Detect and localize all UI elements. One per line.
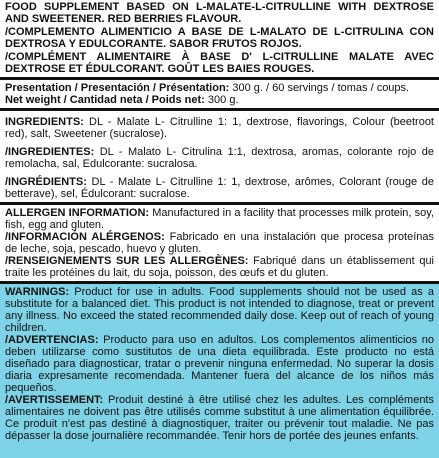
ingredients-spanish [5,146,434,170]
allergen-english-text: Manufactured in a facility that processes milk protein, soy, fish, egg and gluten. [5,207,434,232]
allergen-english [5,207,434,231]
ingredients-french-text: DL - Malate L- Citrulline 1: 1, dextrose, arômes, Colorant (rouge de betterave), sel, Édulcorant: sucralose. [5,176,434,201]
ingredients-spanish-label: /INGREDIENTES: [5,146,95,159]
warnings-spanish-label: /ADVERTENCIAS: [5,334,99,347]
warnings-english-text: Product for use in adults. Food supplements should not be used as a substitute for a balanced diet. This product is not intended to diagnose, treat or prevent any illness. No exceed the stated recommended daily dose. Keep out of reach of young children. [5,286,434,335]
title-french: /COMPLÉMENT ALIMENTAIRE À BASE D' L-CITRULLINE MALATE AVEC DEXTROSE ET ÉDULCORANT. GOÛT LES BAIES ROUGES. [5,50,434,76]
warnings-english-label: WARNINGS: [5,286,70,299]
title-spanish: /COMPLEMENTO ALIMENTICIO A BASE DE L-MALATO DE L-CITRULINA CON DEXTROSA Y EDULCORANTE. SABOR FRUTOS ROJOS. [5,25,434,51]
net-weight-line [5,94,434,106]
warnings-french [5,394,434,442]
ingredients-english-label: INGREDIENTS: [5,116,84,129]
presentation-value: 300 g. / 60 servings / tomas / coups. [229,82,410,95]
presentation-section [0,77,439,108]
allergen-spanish [5,231,434,255]
allergen-english-label: ALLERGEN INFORMATION: [5,207,150,220]
allergen-french-label: /RENSEIGNEMENTS SUR LES ALLERGÈNES: [5,255,249,268]
ingredients-french-label: /INGRÉDIENTS: [5,176,87,189]
ingredients-english-text: DL - Malate L- Citrulline 1: 1, dextrose, flavorings, Colour (beetroot red), salt, Sweetener (sucralose). [5,116,434,141]
warnings-spanish-text: Producto para uso en adultos. Los complementos alimenticios no deben utilizarse como sustitutos de una dieta equilibrada. Este producto no está diseñado para diagnosticar, tratar o prevenir ninguna enfermedad. No superar la dosis diaria expresamente recomendada. Mantener fuera del alcance de los niños más pequeños. [5,334,434,395]
presentation-label: Presentation / Presentación / Présentation: [5,82,230,95]
net-weight-label: Net weight / Cantidad neta / Poids net: [5,94,205,107]
allergen-french [5,255,434,279]
allergen-section [0,202,439,281]
title-section [0,0,439,77]
warnings-section [0,281,439,458]
warnings-english [5,286,434,334]
allergen-french-text: Fabriqué dans un établissement qui traite les protéines du lait, du soja, poisson, des œufs et du gluten. [5,255,434,280]
presentation-line [5,82,434,94]
ingredients-spanish-text: DL - Malato L- Citrulina 1:1, dextrosa, aromas, colorante rojo de remolacha, sal, Edulcorante: sucralosa. [5,146,434,171]
warnings-french-text: Produit destiné à être utilisé chez les adultes. Les compléments alimentaires ne doivent pas être utilisés comme substitut à une alimentation équilibrée. Ce produit n'est pas destiné à diagnostiquer, traiter ou prévenir tout maladie. Ne pas dépasser la dose journalière recommandée. Tenir hors de portée des jeunes enfants. [5,394,434,443]
warnings-spanish [5,334,434,394]
warnings-french-label: /AVERTISSEMENT: [5,394,104,407]
ingredients-english [5,116,434,140]
net-weight-value: 300 g. [204,94,239,107]
ingredients-french [5,176,434,200]
allergen-spanish-text: Fabricado en una instalación que procesa proteínas de leche, soja, pescado, huevo y gluten. [5,231,434,256]
ingredients-section [0,108,439,202]
allergen-spanish-label: /INFORMACIÓN ALÉRGENOS: [5,231,165,244]
title-english: FOOD SUPPLEMENT BASED ON L-MALATE-L-CITRULLINE WITH DEXTROSE AND SWEETENER. RED BERRIES FLAVOUR. [5,1,434,26]
